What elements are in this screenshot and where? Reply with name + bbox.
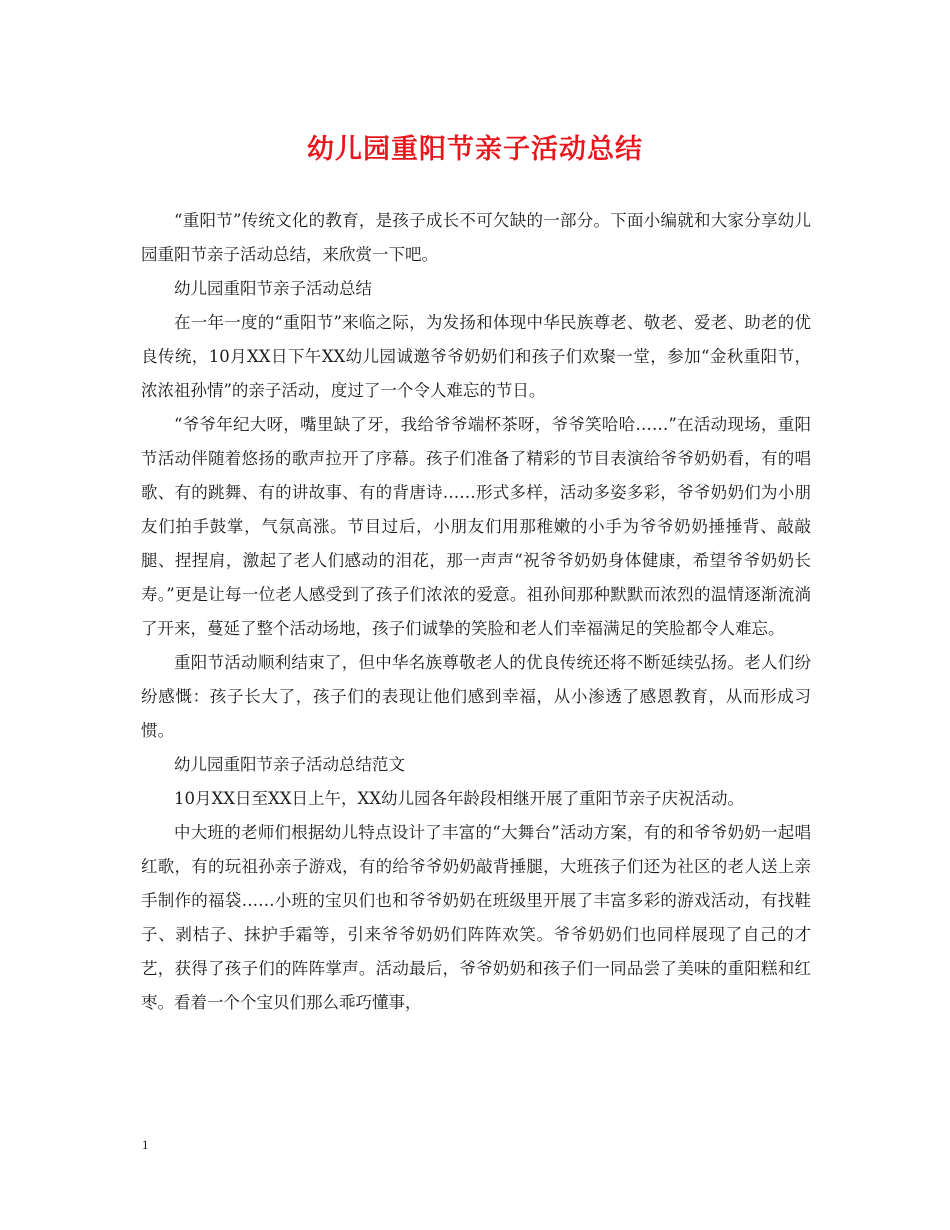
body-paragraph: 10月XX日至XX日上午，XX幼儿园各年龄段相继开展了重阳节亲子庆祝活动。 (174, 789, 744, 808)
section-heading: 幼儿园重阳节亲子活动总结 (174, 279, 372, 298)
document-body (141, 204, 811, 1020)
section-heading: 幼儿园重阳节亲子活动总结范文 (174, 755, 405, 774)
body-paragraph: 在一年一度的“重阳节”来临之际，为发扬和体现中华民族尊老、敬老、爱老、助老的优良传统，10月XX日下午XX幼儿园诚邀爷爷奶奶们和孩子们欢聚一堂，参加“金秋重阳节，浓浓祖孙情”的亲子活动，度过了一个令人难忘的节日。 (141, 313, 811, 400)
page-number: 1 (142, 1137, 149, 1152)
body-paragraph: 重阳节活动顺利结束了，但中华名族尊敬老人的优良传统还将不断延续弘扬。老人们纷纷感慨：孩子长大了，孩子们的表现让他们感到幸福，从小渗透了感恩教育，从而形成习惯。 (141, 653, 811, 740)
document-title: 幼儿园重阳节亲子活动总结 (307, 134, 643, 165)
intro-paragraph: “重阳节”传统文化的教育，是孩子成长不可欠缺的一部分。下面小编就和大家分享幼儿园重阳节亲子活动总结，来欣赏一下吧。 (141, 211, 811, 264)
body-paragraph: “爷爷年纪大呀，嘴里缺了牙，我给爷爷端杯茶呀，爷爷笑哈哈……”在活动现场，重阳节活动伴随着悠扬的歌声拉开了序幕。孩子们准备了精彩的节目表演给爷爷奶奶看，有的唱歌、有的跳舞、有的讲故事、有的背唐诗……形式多样，活动多姿多彩，爷爷奶奶们为小朋友们拍手鼓掌，气氛高涨。节目过后，小朋友们用那稚嫩的小手为爷爷奶奶捶捶背、敲敲腿、捏捏肩，激起了老人们感动的泪花，那一声声“祝爷爷奶奶身体健康，希望爷爷奶奶长寿。”更是让每一位老人感受到了孩子们浓浓的爱意。祖孙间那种默默而浓烈的温情逐渐流淌了开来，蔓延了整个活动场地，孩子们诚挚的笑脸和老人们幸福满足的笑脸都令人难忘。 (141, 415, 811, 638)
body-paragraph: 中大班的老师们根据幼儿特点设计了丰富的“大舞台”活动方案，有的和爷爷奶奶一起唱红歌，有的玩祖孙亲子游戏，有的给爷爷奶奶敲背捶腿，大班孩子们还为社区的老人送上亲手制作的福袋……小班的宝贝们也和爷爷奶奶在班级里开展了丰富多彩的游戏活动，有找鞋子、剥桔子、抹护手霜等，引来爷爷奶奶们阵阵欢笑。爷爷奶奶们也同样展现了自己的才艺，获得了孩子们的阵阵掌声。活动最后，爷爷奶奶和孩子们一同品尝了美味的重阳糕和红枣。看着一个个宝贝们那么乖巧懂事， (141, 823, 811, 1012)
